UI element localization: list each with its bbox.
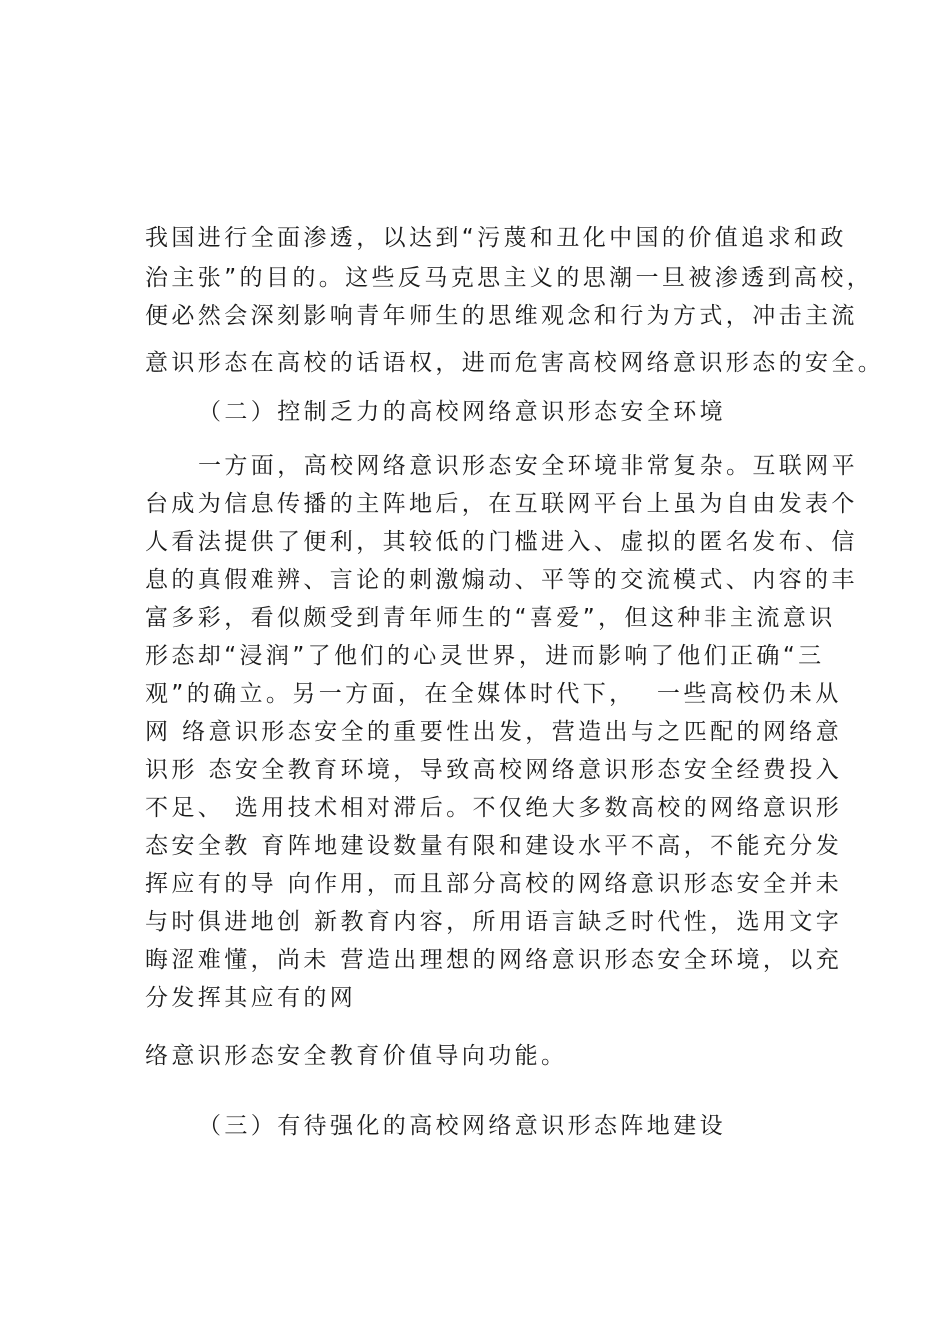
text-line: 态安全教 育阵地建设数量有限和建设水平不高，不能充分发 — [145, 833, 843, 859]
text-line: 不足、 选用技术相对滞后。不仅绝大多数高校的网络意识形 — [145, 795, 843, 821]
text-line: 人看法提供了便利，其较低的门槛进入、虚拟的匿名发布、信 — [145, 529, 858, 555]
text-line: 挥应有的导 向作用，而且部分高校的网络意识形态安全并未 — [145, 871, 843, 897]
section-heading: （三）有待强化的高校网络意识形态阵地建设 — [198, 1113, 726, 1139]
text-line: 治主张”的目的。这些反马克思主义的思潮一旦被渗透到高校， — [145, 265, 874, 291]
text-line: 观”的确立。另一方面，在全媒体时代下， 一些高校仍未从 — [145, 681, 842, 707]
text-line: 晦涩难懂，尚未 营造出理想的网络意识形态安全环境，以充 — [145, 947, 843, 973]
text-line: 形态却“浸润”了他们的心灵世界，进而影响了他们正确“三 — [145, 643, 825, 669]
text-line: 络意识形态安全教育价值导向功能。 — [145, 1043, 568, 1069]
text-line: 台成为信息传播的主阵地后，在互联网平台上虽为自由发表个 — [145, 491, 858, 517]
section-heading: （二）控制乏力的高校网络意识形态安全环境 — [198, 399, 726, 425]
text-line: 息的真假难辨、言论的刺激煽动、平等的交流模式、内容的丰 — [145, 567, 858, 593]
text-line: 便必然会深刻影响青年师生的思维观念和行为方式，冲击主流 — [145, 303, 858, 329]
text-line: 意识形态在高校的话语权，进而危害高校网络意识形态的安全。 — [145, 350, 885, 376]
text-line: 我国进行全面渗透，以达到“污蔑和丑化中国的价值追求和政 — [145, 225, 847, 251]
text-line: 富多彩，看似颇受到青年师生的“喜爱”，但这种非主流意识 — [145, 605, 836, 631]
text-line: 识形 态安全教育环境，导致高校网络意识形态安全经费投入 — [145, 757, 843, 783]
text-line: 一方面，高校网络意识形态安全环境非常复杂。互联网平 — [198, 453, 858, 479]
text-line: 网 络意识形态安全的重要性出发，营造出与之匹配的网络意 — [145, 719, 843, 745]
text-line: 分发挥其应有的网 — [145, 985, 357, 1011]
text-line: 与时俱进地创 新教育内容，所用语言缺乏时代性，选用文字 — [145, 909, 843, 935]
